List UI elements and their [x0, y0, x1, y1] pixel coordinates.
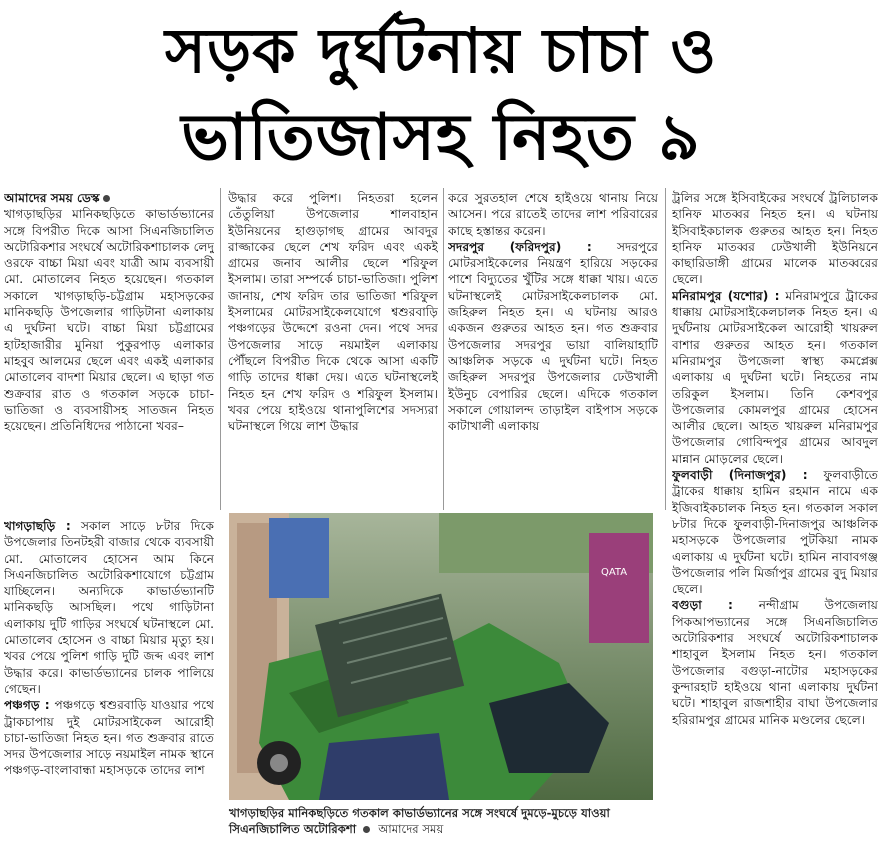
column-divider — [220, 188, 221, 510]
article-column-2 — [228, 190, 438, 510]
dateline: মনিরামপুর (যশোর) : — [672, 288, 780, 303]
paragraph: নন্দীগ্রাম উপজেলায় পিকআপভ্যানের সঙ্গে সিএনজিচালিত অটোরিকশার সংঘর্ষে অটোরিকশাচালক শাহাবুল ইসলাম নিহত হন। গতকাল উপজেলার বগুড়া-নাটোর মহাসড়কের কুন্দারহাট হাইওয়ে থানা এলাকায় দুর্ঘটনা ঘটে। শাহাবুল রাজশাহীর বাঘা উপজেলার হরিরামপুর গ্রামের মানিক মণ্ডলের ছেলে। — [672, 598, 878, 727]
photo-credit: আমাদের সময় — [378, 822, 444, 836]
paragraph: সকাল সাড়ে ৮টার দিকে উপজেলার তিনটহরী বাজার থেকে ব্যবসায়ী মো. মোতালেব হোসেন আম কিনে সিএনজিচালিত অটোরিকশাযোগে চট্টগ্রাম যাচ্ছিলেন। অন্যদিকে কাভার্ডভ্যানটি মানিকছড়ি আসছিল। পথে গাড়িটানা এলাকায় দুটি গাড়ির সংঘর্ষে ঘটনাস্থলে মো. মোতালেব হোসেন ও বাচ্চা মিয়ার মৃত্যু হয়। খবর পেয়ে পুলিশ গাড়ি দুটি জব্দ এবং লাশ উদ্ধার করে। কাভার্ডভ্যানের চালক পালিয়ে গেছেন। — [4, 519, 214, 696]
headline-line-2: ভাতিজাসহ নিহত ৯ — [181, 101, 701, 175]
paragraph: খাগড়াছড়ির মানিকছড়িতে কাভার্ডভ্যানের সঙ্গে বিপরীত দিকে আসা সিএনজিচালিত অটোরিকশার সংঘর্ষে অটোরিকশাচালক লেদু ওরফে বাচ্চা মিয়া এবং যাত্রী আম ব্যবসায়ী মো. মোতালেব নিহত হয়েছেন। গতকাল সকালে খাগড়াছড়ি-চট্টগ্রাম মহাসড়কের মানিকছড়ি উপজেলার গাড়িটানা এলাকায় এ দুর্ঘটনা ঘটে। বাচ্চা মিয়া চট্টগ্রামের হাটহাজারীর মুনিয়া পুকুরপাড় এলাকার মাহবুব আলমের ছেলে এবং একই এলাকার মোতালেব বাদশা মিয়ার ছেলে। এ ছাড়া গত শুক্রবার রাত ও গতকাল সড়কে চাচা-ভাতিজা ও ব্যবসায়ীসহ সাতজন নিহত হয়েছেন। প্রতিনিধিদের পাঠানো খবর– — [4, 207, 214, 434]
accident-scene-illustration — [229, 513, 653, 800]
paragraph: করে সুরতহাল শেষে হাইওয়ে থানায় নিয়ে আসেন। পরে রাতেই তাদের লাশ পরিবারের কাছে হস্তান্তর করেন। — [448, 191, 658, 238]
paragraph: সদরপুরে মোটরসাইকেলের নিয়ন্ত্রণ হারিয়ে সড়কের পাশে বিদ্যুতের খুঁটির সঙ্গে ধাক্কা খায়। এতে ঘটনাস্থলেই মোটরসাইকেলচালক মো. জহিরুল নিহত হন। এ ঘটনায় আরও একজন গুরুতর আহত হন। গত শুক্রবার উপজেলার সদরপুর ভায়া বালিয়াহাটি আঞ্চলিক সড়কে এ দুর্ঘটনা ঘটে। নিহত জহিরুল সদরপুর উপজেলার ঢেউখালী ইউনুচ বেপারির ছেলে। এদিকে গতকাল সকালে গোয়ালন্দ তাড়াইল বাইপাস সড়কে কাটাখালী এলাকায় — [448, 239, 658, 434]
bystander — [269, 518, 329, 598]
byline: আমাদের সময় ডেস্ক — [4, 191, 100, 205]
caption-text: খাগড়াছড়ির মানিকছড়িতে গতকাল কাভার্ডভ্যানের সঙ্গে সংঘর্ষে দুমড়ে-মুচড়ে যাওয়া সিএনজিচালিত অটোরিকশা — [229, 806, 610, 836]
news-photo — [229, 513, 653, 800]
headline-line-1: সড়ক দুর্ঘটনায় চাচা ও — [164, 14, 718, 87]
photo-caption — [229, 805, 653, 837]
dateline: বগুড়া : — [672, 598, 733, 613]
paragraph: ট্রলির সঙ্গে ইসিবাইকের সংঘর্ষে ট্রলিচালক হানিফ মাতব্বর নিহত হন। এ ঘটনায় ইসিবাইকচালক গুরুতর আহত হন। নিহত হানিফ মাতব্বর ঢেউখালী ইউনিয়নে কাছারিডাঙ্গী গ্রামের মালেক মাতব্বরের ছেলে। — [672, 191, 878, 287]
article-column-4 — [672, 190, 878, 854]
dateline: সদরপুর (ফরিদপুর) : — [448, 239, 592, 254]
article-column-1 — [4, 190, 214, 516]
dateline: খাগড়াছড়ি : — [4, 519, 71, 533]
dateline: পঞ্চগড় : — [4, 698, 50, 713]
article-column-3 — [448, 190, 658, 510]
bullet-icon — [103, 195, 110, 202]
dateline: ফুলবাড়ী (দিনাজপুর) : — [672, 468, 808, 483]
bullet-icon — [363, 826, 370, 833]
paragraph: মনিরামপুরে ট্রাকের ধাক্কায় মোটরসাইকেলচালক নিহত হন। এ দুর্ঘটনায় মোটরসাইকেল আরোহী খায়রুল বাশার গুরুতর আহত হন। গতকাল মনিরামপুর উপজেলা স্বাস্থ্য কমপ্লেক্স এলাকায় এ দুর্ঘটনা ঘটে। নিহতের নাম তরিকুল ইসলাম। তিনি কেশবপুর উপজেলার কোমলপুর গ্রামের হোসেন আলীর ছেলে। আহত খায়রুল মনিরামপুর উপজেলার গোবিন্দপুর গ্রামের আবদুল মান্নান মোড়লের ছেলে। — [672, 288, 878, 466]
article-column-1-continued — [4, 518, 214, 854]
paragraph: উদ্ধার করে পুলিশ। নিহতরা হলেন তেঁতুলিয়া উপজেলার শালবাহান ইউনিয়নের হাগুড়াগছ গ্রামের আবদুর রাজ্জাকের ছেলে শেখ ফরিদ এবং একই গ্রামের জনাব আলীর ছেলে শরিফুল ইসলাম। তারা সম্পর্কে চাচা-ভাতিজা। পুলিশ জানায়, শেখ ফরিদ তার ভাতিজা শরিফুল ইসলামের মোটরসাইকেলযোগে শ্বশুরবাড়ি পঞ্চগড়ের উদ্দেশে রওনা দেন। পথে সদর উপজেলার সাড়ে নয়মাইল এলাকায় পৌঁছলে বিপরীত দিকে থেকে আসা একটি গাড়ি তাদের ধাক্কা দেয়। এতে ঘটনাস্থলেই নিহত হন শেখ ফরিদ ও শরিফুল ইসলাম। খবর পেয়ে হাইওয়ে থানাপুলিশের সদস্যরা ঘটনাস্থলে গিয়ে লাশ উদ্ধার — [228, 191, 438, 434]
column-divider — [665, 188, 666, 510]
shirt-label: QATA — [601, 567, 628, 578]
paragraph: ফুলবাড়ীতে ট্রাকের ধাক্কায় হামিন রহমান নামে এক ইজিবাইকচালক নিহত হন। গতকাল সকাল ৮টার দিকে ফুলবাড়ী-দিনাজপুর আঞ্চলিক মহাসড়কে উপজেলার পুটকিয়া নামক এলাকায় এ দুর্ঘটনা ঘটে। হামিন নাবাবগঞ্জ উপজেলার পলি মির্জাপুর গ্রামের বুদু মিয়ার ছেলে। — [672, 468, 878, 597]
paragraph: পঞ্চগড়ে শ্বশুরবাড়ি যাওয়ার পথে ট্রাকচাপায় দুই মোটরসাইকেল আরোহী চাচা-ভাতিজা নিহত হন। গত শুক্রবার রাতে সদর উপজেলার সাড়ে নয়মাইল নামক স্থানে পঞ্চগড়-বাংলাবান্ধা মহাসড়কে তাদের লাশ — [4, 698, 214, 778]
bystander — [589, 533, 649, 643]
column-divider — [443, 188, 444, 510]
